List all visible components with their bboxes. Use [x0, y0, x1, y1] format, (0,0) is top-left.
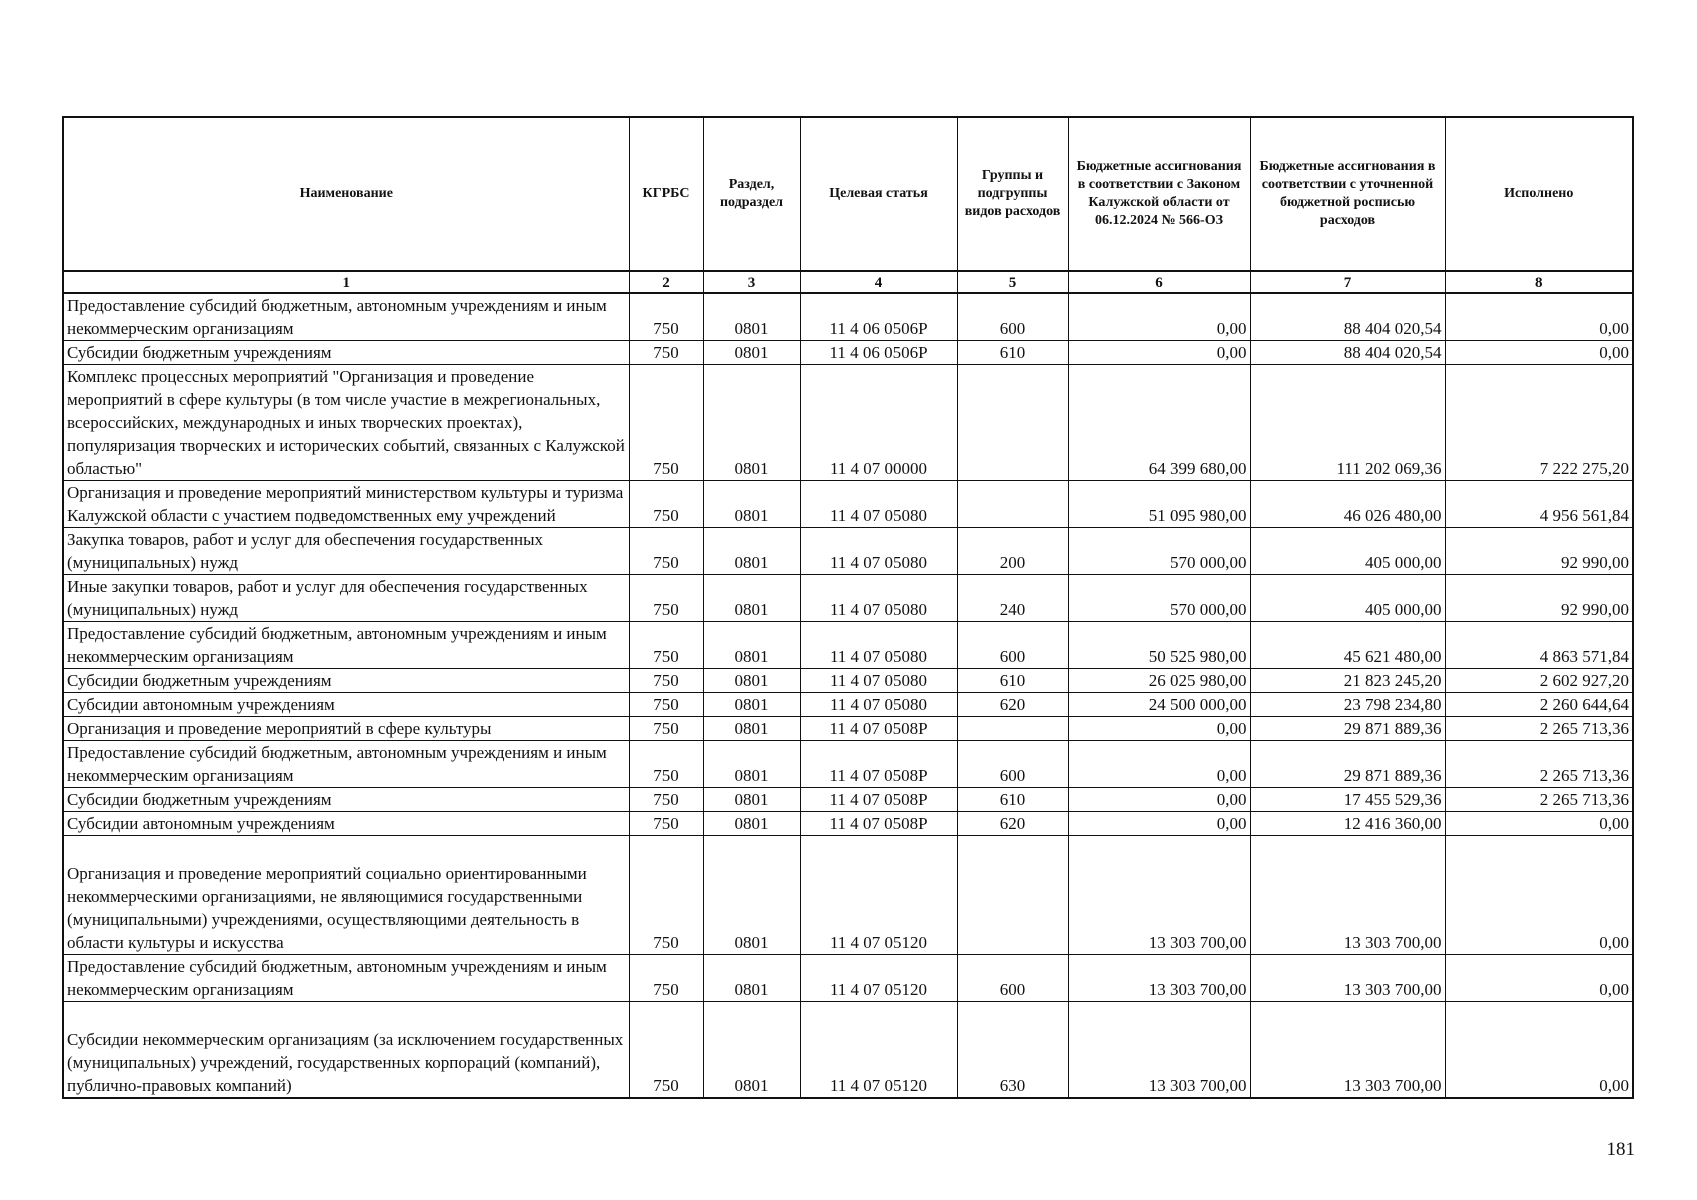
row-group-cell: 600	[957, 741, 1068, 788]
row-name-cell: Комплекс процессных мероприятий "Организация и проведение мероприятий в сфере культуры (в том числе участие в межрегиональных, всероссийских, международных и иных творческих проектах), популяризация творческих и исторических событий, связанных с Калужской областью"	[63, 365, 629, 481]
row-group-cell: 620	[957, 693, 1068, 717]
row-group-cell: 240	[957, 575, 1068, 622]
row-target-cell: 11 4 07 05080	[800, 481, 957, 528]
row-name-cell: Предоставление субсидий бюджетным, автономным учреждениям и иным некоммерческим организациям	[63, 741, 629, 788]
row-kgrbs-cell: 750	[629, 741, 703, 788]
row-group-cell	[957, 717, 1068, 741]
row-done-amount-cell: 92 990,00	[1445, 528, 1633, 575]
row-plan-amount-cell: 13 303 700,00	[1250, 955, 1445, 1002]
row-group-cell: 600	[957, 293, 1068, 341]
row-razdel-cell: 0801	[703, 812, 800, 836]
row-razdel-cell: 0801	[703, 528, 800, 575]
row-law-amount-cell: 26 025 980,00	[1068, 669, 1250, 693]
row-law-amount-cell: 0,00	[1068, 293, 1250, 341]
row-done-amount-cell: 2 265 713,36	[1445, 788, 1633, 812]
row-razdel-cell: 0801	[703, 717, 800, 741]
row-razdel-cell: 0801	[703, 481, 800, 528]
row-group-cell: 630	[957, 1002, 1068, 1099]
table-row	[63, 693, 1633, 717]
row-law-amount-cell: 0,00	[1068, 788, 1250, 812]
row-group-cell: 610	[957, 341, 1068, 365]
row-law-amount-cell: 13 303 700,00	[1068, 1002, 1250, 1099]
row-name-cell: Субсидии бюджетным учреждениям	[63, 788, 629, 812]
table-row	[63, 575, 1633, 622]
row-plan-amount-cell: 111 202 069,36	[1250, 365, 1445, 481]
row-done-amount-cell: 2 602 927,20	[1445, 669, 1633, 693]
row-plan-amount-cell: 29 871 889,36	[1250, 741, 1445, 788]
row-name-cell: Закупка товаров, работ и услуг для обеспечения государственных (муниципальных) нужд	[63, 528, 629, 575]
row-target-cell: 11 4 07 0508Р	[800, 812, 957, 836]
row-target-cell: 11 4 07 05080	[800, 528, 957, 575]
row-razdel-cell: 0801	[703, 1002, 800, 1099]
row-kgrbs-cell: 750	[629, 717, 703, 741]
row-done-amount-cell: 2 265 713,36	[1445, 717, 1633, 741]
col-header-done: Исполнено	[1445, 117, 1633, 271]
col-header-law: Бюджетные ассигнования в соответствии с Законом Калужской области от 06.12.2024 № 566-ОЗ	[1068, 117, 1250, 271]
table-row	[63, 741, 1633, 788]
row-law-amount-cell: 50 525 980,00	[1068, 622, 1250, 669]
row-kgrbs-cell: 750	[629, 528, 703, 575]
col-num-6: 6	[1068, 271, 1250, 293]
column-number-row	[63, 271, 1633, 293]
col-num-4: 4	[800, 271, 957, 293]
row-plan-amount-cell: 23 798 234,80	[1250, 693, 1445, 717]
row-razdel-cell: 0801	[703, 575, 800, 622]
row-plan-amount-cell: 88 404 020,54	[1250, 293, 1445, 341]
table-row	[63, 955, 1633, 1002]
row-name-cell: Организация и проведение мероприятий социально ориентированными некоммерческими организациями, не являющимися государственными (муниципальными) учреждениями, осуществляющими деятельность в области культуры и искусства	[63, 836, 629, 955]
row-kgrbs-cell: 750	[629, 293, 703, 341]
table-row	[63, 481, 1633, 528]
row-plan-amount-cell: 46 026 480,00	[1250, 481, 1445, 528]
row-plan-amount-cell: 405 000,00	[1250, 528, 1445, 575]
row-plan-amount-cell: 12 416 360,00	[1250, 812, 1445, 836]
row-done-amount-cell: 0,00	[1445, 955, 1633, 1002]
row-name-cell: Предоставление субсидий бюджетным, автономным учреждениям и иным некоммерческим организациям	[63, 622, 629, 669]
row-law-amount-cell: 51 095 980,00	[1068, 481, 1250, 528]
row-done-amount-cell: 4 956 561,84	[1445, 481, 1633, 528]
row-name-cell: Предоставление субсидий бюджетным, автономным учреждениям и иным некоммерческим организациям	[63, 955, 629, 1002]
page-number: 181	[1606, 1139, 1635, 1160]
row-law-amount-cell: 570 000,00	[1068, 575, 1250, 622]
row-name-cell: Субсидии некоммерческим организациям (за исключением государственных (муниципальных) учреждений, государственных корпораций (компаний), публично-правовых компаний)	[63, 1002, 629, 1099]
row-kgrbs-cell: 750	[629, 341, 703, 365]
row-done-amount-cell: 0,00	[1445, 293, 1633, 341]
row-plan-amount-cell: 45 621 480,00	[1250, 622, 1445, 669]
row-law-amount-cell: 0,00	[1068, 341, 1250, 365]
row-name-cell: Субсидии автономным учреждениям	[63, 693, 629, 717]
row-name-cell: Субсидии бюджетным учреждениям	[63, 341, 629, 365]
row-target-cell: 11 4 06 0506Р	[800, 341, 957, 365]
table-row	[63, 365, 1633, 481]
row-group-cell	[957, 836, 1068, 955]
row-law-amount-cell: 0,00	[1068, 741, 1250, 788]
budget-table	[62, 116, 1634, 1099]
table-row	[63, 669, 1633, 693]
row-razdel-cell: 0801	[703, 836, 800, 955]
row-plan-amount-cell: 405 000,00	[1250, 575, 1445, 622]
row-kgrbs-cell: 750	[629, 365, 703, 481]
row-done-amount-cell: 92 990,00	[1445, 575, 1633, 622]
row-target-cell: 11 4 07 05120	[800, 1002, 957, 1099]
row-razdel-cell: 0801	[703, 293, 800, 341]
col-num-3: 3	[703, 271, 800, 293]
row-target-cell: 11 4 07 0508Р	[800, 717, 957, 741]
col-header-plan: Бюджетные ассигнования в соответствии с уточненной бюджетной росписью расходов	[1250, 117, 1445, 271]
row-group-cell	[957, 481, 1068, 528]
row-name-cell: Субсидии бюджетным учреждениям	[63, 669, 629, 693]
row-razdel-cell: 0801	[703, 669, 800, 693]
row-target-cell: 11 4 07 05120	[800, 836, 957, 955]
row-kgrbs-cell: 750	[629, 693, 703, 717]
row-group-cell: 610	[957, 669, 1068, 693]
row-done-amount-cell: 2 265 713,36	[1445, 741, 1633, 788]
row-target-cell: 11 4 07 00000	[800, 365, 957, 481]
row-target-cell: 11 4 07 05080	[800, 693, 957, 717]
row-target-cell: 11 4 07 05080	[800, 575, 957, 622]
row-razdel-cell: 0801	[703, 622, 800, 669]
row-kgrbs-cell: 750	[629, 1002, 703, 1099]
row-razdel-cell: 0801	[703, 788, 800, 812]
row-done-amount-cell: 0,00	[1445, 812, 1633, 836]
col-header-target: Целевая статья	[800, 117, 957, 271]
row-group-cell: 620	[957, 812, 1068, 836]
row-kgrbs-cell: 750	[629, 836, 703, 955]
row-kgrbs-cell: 750	[629, 669, 703, 693]
table-header-row	[63, 117, 1633, 271]
row-law-amount-cell: 24 500 000,00	[1068, 693, 1250, 717]
row-plan-amount-cell: 21 823 245,20	[1250, 669, 1445, 693]
row-law-amount-cell: 13 303 700,00	[1068, 836, 1250, 955]
row-group-cell: 600	[957, 622, 1068, 669]
table-body	[63, 293, 1633, 1098]
row-done-amount-cell: 7 222 275,20	[1445, 365, 1633, 481]
row-razdel-cell: 0801	[703, 693, 800, 717]
col-header-name: Наименование	[63, 117, 629, 271]
table-row	[63, 622, 1633, 669]
table-row	[63, 717, 1633, 741]
col-num-5: 5	[957, 271, 1068, 293]
row-kgrbs-cell: 750	[629, 955, 703, 1002]
row-plan-amount-cell: 17 455 529,36	[1250, 788, 1445, 812]
row-plan-amount-cell: 29 871 889,36	[1250, 717, 1445, 741]
row-target-cell: 11 4 07 05120	[800, 955, 957, 1002]
row-target-cell: 11 4 06 0506Р	[800, 293, 957, 341]
row-group-cell	[957, 365, 1068, 481]
row-group-cell: 610	[957, 788, 1068, 812]
row-law-amount-cell: 570 000,00	[1068, 528, 1250, 575]
row-razdel-cell: 0801	[703, 741, 800, 788]
row-kgrbs-cell: 750	[629, 575, 703, 622]
table-row	[63, 812, 1633, 836]
row-name-cell: Организация и проведение мероприятий министерством культуры и туризма Калужской области с участием подведомственных ему учреждений	[63, 481, 629, 528]
row-done-amount-cell: 0,00	[1445, 1002, 1633, 1099]
row-plan-amount-cell: 88 404 020,54	[1250, 341, 1445, 365]
row-plan-amount-cell: 13 303 700,00	[1250, 836, 1445, 955]
row-done-amount-cell: 4 863 571,84	[1445, 622, 1633, 669]
col-num-1: 1	[63, 271, 629, 293]
row-name-cell: Организация и проведение мероприятий в сфере культуры	[63, 717, 629, 741]
row-target-cell: 11 4 07 05080	[800, 669, 957, 693]
row-target-cell: 11 4 07 0508Р	[800, 788, 957, 812]
row-done-amount-cell: 2 260 644,64	[1445, 693, 1633, 717]
row-kgrbs-cell: 750	[629, 788, 703, 812]
row-razdel-cell: 0801	[703, 341, 800, 365]
row-group-cell: 600	[957, 955, 1068, 1002]
table-row	[63, 1002, 1633, 1099]
row-kgrbs-cell: 750	[629, 622, 703, 669]
row-kgrbs-cell: 750	[629, 481, 703, 528]
row-name-cell: Иные закупки товаров, работ и услуг для обеспечения государственных (муниципальных) нужд	[63, 575, 629, 622]
row-group-cell: 200	[957, 528, 1068, 575]
col-header-kgrbs: КГРБС	[629, 117, 703, 271]
table-row	[63, 836, 1633, 955]
row-razdel-cell: 0801	[703, 365, 800, 481]
row-law-amount-cell: 0,00	[1068, 812, 1250, 836]
row-done-amount-cell: 0,00	[1445, 341, 1633, 365]
col-num-7: 7	[1250, 271, 1445, 293]
row-target-cell: 11 4 07 0508Р	[800, 741, 957, 788]
row-law-amount-cell: 64 399 680,00	[1068, 365, 1250, 481]
row-name-cell: Субсидии автономным учреждениям	[63, 812, 629, 836]
row-kgrbs-cell: 750	[629, 812, 703, 836]
col-header-razdel: Раздел, подраздел	[703, 117, 800, 271]
row-law-amount-cell: 0,00	[1068, 717, 1250, 741]
col-num-2: 2	[629, 271, 703, 293]
row-law-amount-cell: 13 303 700,00	[1068, 955, 1250, 1002]
row-done-amount-cell: 0,00	[1445, 836, 1633, 955]
table-row	[63, 341, 1633, 365]
row-plan-amount-cell: 13 303 700,00	[1250, 1002, 1445, 1099]
col-num-8: 8	[1445, 271, 1633, 293]
budget-table-container	[62, 116, 1632, 1099]
row-target-cell: 11 4 07 05080	[800, 622, 957, 669]
row-name-cell: Предоставление субсидий бюджетным, автономным учреждениям и иным некоммерческим организациям	[63, 293, 629, 341]
table-row	[63, 788, 1633, 812]
row-razdel-cell: 0801	[703, 955, 800, 1002]
table-row	[63, 293, 1633, 341]
col-header-groups: Группы и подгруппы видов расходов	[957, 117, 1068, 271]
table-row	[63, 528, 1633, 575]
